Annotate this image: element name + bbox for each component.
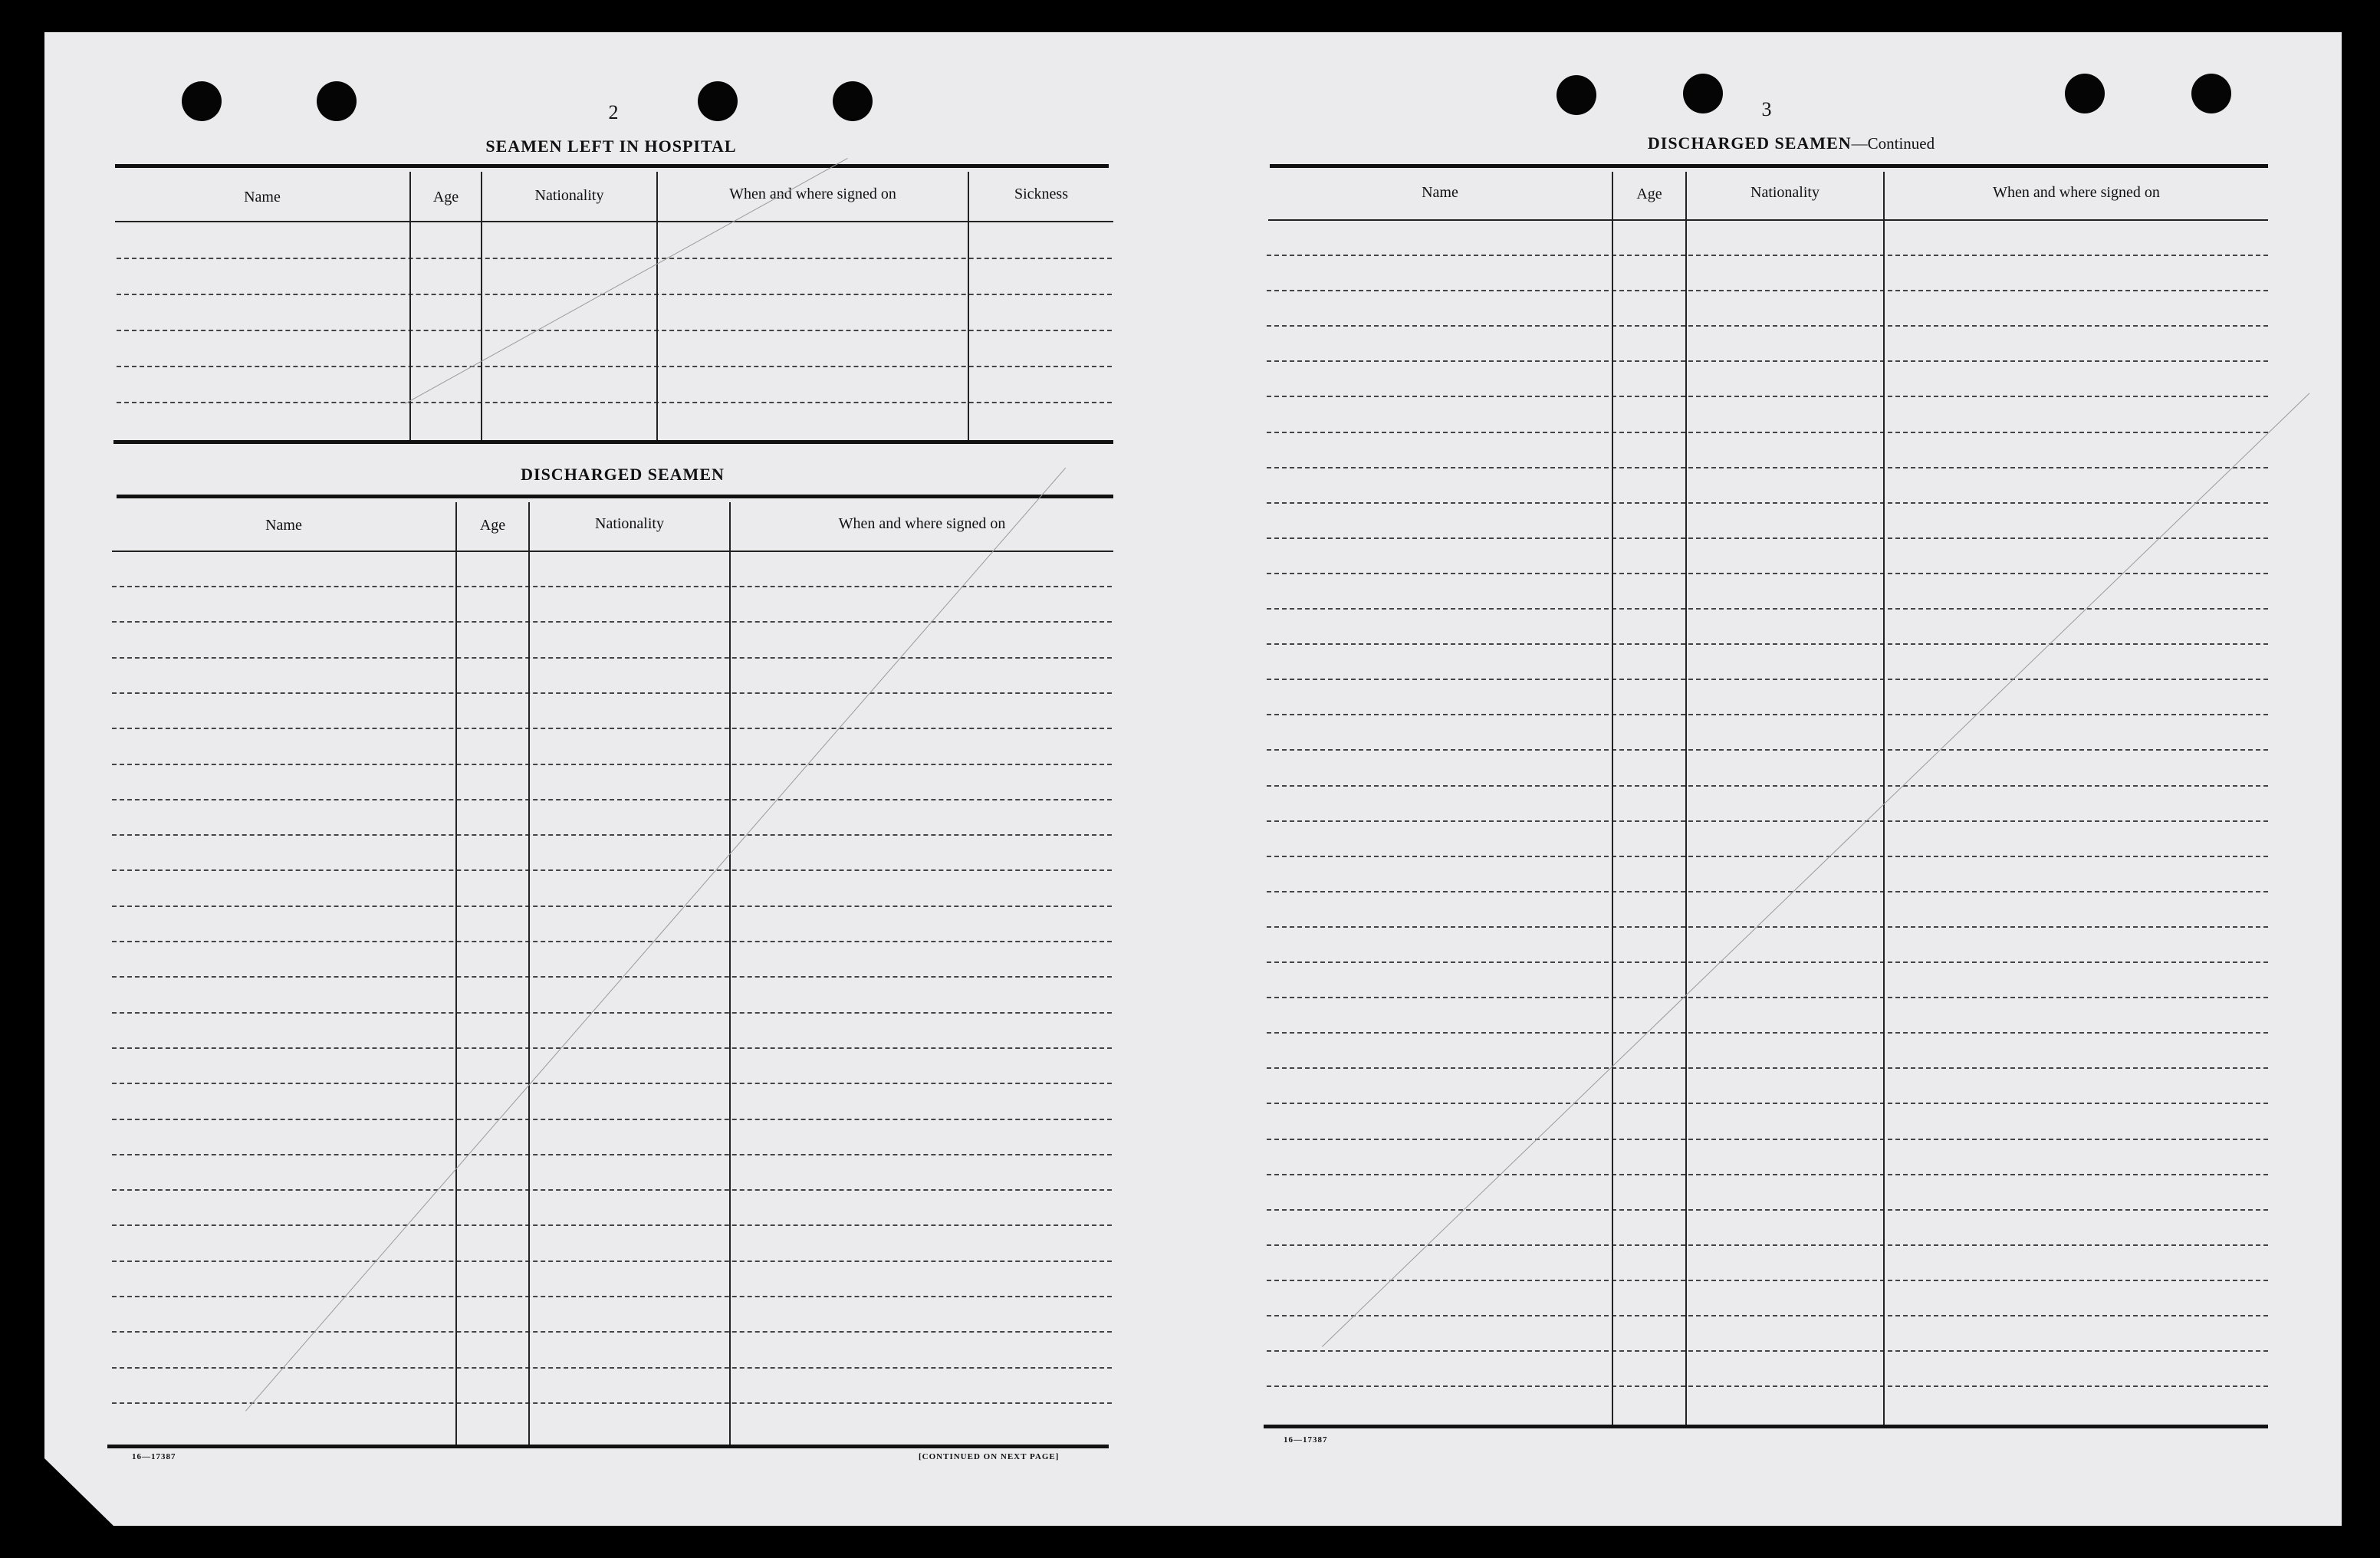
ruled-row-line: [117, 258, 1112, 259]
discharged-header-bottom-rule: [112, 551, 1113, 552]
ruled-row-line: [117, 366, 1112, 367]
ruled-row-line: [1267, 396, 2268, 397]
right-top-rule: [1270, 164, 2268, 168]
ruled-row-line: [112, 621, 1112, 623]
ruled-row-line: [1267, 1032, 2268, 1034]
ruled-row-line: [1267, 1315, 2268, 1316]
form-number-right: 16—17387: [1284, 1435, 1328, 1445]
ruled-row-line: [1267, 891, 2268, 892]
ruled-row-line: [112, 834, 1112, 836]
ruled-row-line: [1267, 926, 2268, 928]
ruled-row-line: [112, 1154, 1112, 1155]
right-col-divider: [1612, 172, 1613, 1425]
ruled-row-line: [1267, 1067, 2268, 1069]
ruled-row-line: [112, 1367, 1112, 1369]
punch-hole: [2191, 74, 2231, 113]
ruled-row-line: [112, 1083, 1112, 1084]
ruled-row-line: [1267, 1244, 2268, 1246]
hospital-section-title: SEAMEN LEFT IN HOSPITAL: [485, 136, 737, 156]
hospital-header-bottom-rule: [115, 221, 1113, 222]
ruled-row-line: [112, 869, 1112, 871]
ruled-row-line: [1267, 325, 2268, 327]
discharged-header-name: Name: [265, 517, 302, 534]
hospital-col-divider: [968, 172, 969, 440]
ruled-row-line: [1267, 856, 2268, 857]
ruled-row-line: [1267, 820, 2268, 822]
ruled-row-line: [112, 1402, 1112, 1404]
ruled-row-line: [1267, 290, 2268, 291]
punch-hole: [2065, 74, 2105, 113]
hospital-header-age: Age: [432, 189, 459, 205]
ruled-row-line: [1267, 961, 2268, 963]
right-header-nationality: Nationality: [1750, 184, 1820, 201]
discharged-col-divider: [455, 502, 457, 1445]
right-header-bottom-rule: [1268, 219, 2268, 221]
ruled-row-line: [1267, 360, 2268, 362]
ruled-row-line: [112, 1261, 1112, 1262]
discharged-header-nationality: Nationality: [595, 515, 664, 532]
ruled-row-line: [112, 976, 1112, 978]
ruled-row-line: [1267, 1280, 2268, 1281]
ruled-row-line: [112, 1224, 1112, 1226]
ruled-row-line: [1267, 1174, 2268, 1175]
right-bottom-rule: [1264, 1425, 2268, 1428]
ruled-row-line: [112, 728, 1112, 729]
ruled-row-line: [1267, 679, 2268, 680]
ruled-row-line: [1267, 608, 2268, 610]
ruled-row-line: [112, 1189, 1112, 1191]
ruled-row-line: [1267, 537, 2268, 539]
ruled-row-line: [1267, 1209, 2268, 1211]
hospital-header-signed-on: When and where signed on: [729, 186, 896, 202]
discharged-section-title: DISCHARGED SEAMEN: [521, 465, 725, 484]
right-section-title: [1648, 133, 1935, 153]
right-col-divider: [1883, 172, 1885, 1425]
ruled-row-line: [112, 1296, 1112, 1297]
ruled-row-line: [1267, 714, 2268, 715]
right-header-signed-on: When and where signed on: [1993, 184, 2160, 201]
hospital-header-sickness: Sickness: [1014, 186, 1068, 202]
ruled-row-line: [112, 1119, 1112, 1120]
hospital-col-divider: [481, 172, 482, 440]
discharged-col-divider: [528, 502, 530, 1445]
punch-hole: [1557, 75, 1596, 115]
ruled-row-line: [1267, 1385, 2268, 1387]
discharged-header-age: Age: [479, 517, 506, 534]
ruled-row-line: [117, 330, 1112, 331]
ruled-row-line: [1267, 255, 2268, 256]
ruled-row-line: [112, 657, 1112, 659]
punch-hole: [833, 81, 873, 121]
right-header-age: Age: [1636, 186, 1662, 202]
hospital-header-nationality: Nationality: [534, 187, 604, 204]
ruled-row-line: [1267, 502, 2268, 504]
discharged-bottom-rule: [107, 1445, 1109, 1448]
ruled-row-line: [112, 1047, 1112, 1049]
ruled-row-line: [1267, 1103, 2268, 1104]
punch-hole: [1683, 74, 1723, 113]
ruled-row-line: [112, 764, 1112, 765]
ruled-row-line: [112, 941, 1112, 942]
ruled-row-line: [112, 906, 1112, 907]
continued-note: [CONTINUED ON NEXT PAGE]: [919, 1452, 1060, 1461]
hospital-col-divider: [656, 172, 658, 440]
discharged-header-signed-on: When and where signed on: [838, 515, 1006, 532]
hospital-top-rule: [115, 164, 1109, 168]
ruled-row-line: [112, 799, 1112, 800]
right-section-title-main: DISCHARGED SEAMEN: [1647, 133, 1852, 153]
ruled-row-line: [1267, 432, 2268, 433]
ruled-row-line: [1267, 1350, 2268, 1352]
ruled-row-line: [112, 1012, 1112, 1014]
ruled-row-line: [117, 402, 1112, 403]
ruled-row-line: [112, 692, 1112, 694]
discharged-col-divider: [729, 502, 731, 1445]
ruled-row-line: [1267, 467, 2268, 468]
discharged-top-rule: [117, 495, 1113, 498]
ruled-row-line: [117, 294, 1112, 295]
ruled-row-line: [1267, 573, 2268, 574]
ruled-row-line: [1267, 785, 2268, 787]
document-sheet: [44, 32, 2342, 1526]
ruled-row-line: [112, 1331, 1112, 1333]
form-number-left: 16—17387: [132, 1452, 176, 1461]
right-header-name: Name: [1422, 184, 1458, 201]
page-number-left: 2: [608, 101, 619, 123]
right-section-title-suffix: —Continued: [1851, 134, 1935, 153]
punch-hole: [317, 81, 357, 121]
punch-hole: [698, 81, 738, 121]
ruled-row-line: [1267, 1139, 2268, 1140]
right-col-divider: [1685, 172, 1687, 1425]
ruled-row-line: [1267, 749, 2268, 751]
hospital-bottom-rule: [113, 440, 1113, 444]
page-number-right: 3: [1761, 98, 1772, 120]
punch-hole: [182, 81, 222, 121]
ruled-row-line: [1267, 643, 2268, 645]
ruled-row-line: [1267, 997, 2268, 998]
hospital-header-name: Name: [244, 189, 281, 205]
